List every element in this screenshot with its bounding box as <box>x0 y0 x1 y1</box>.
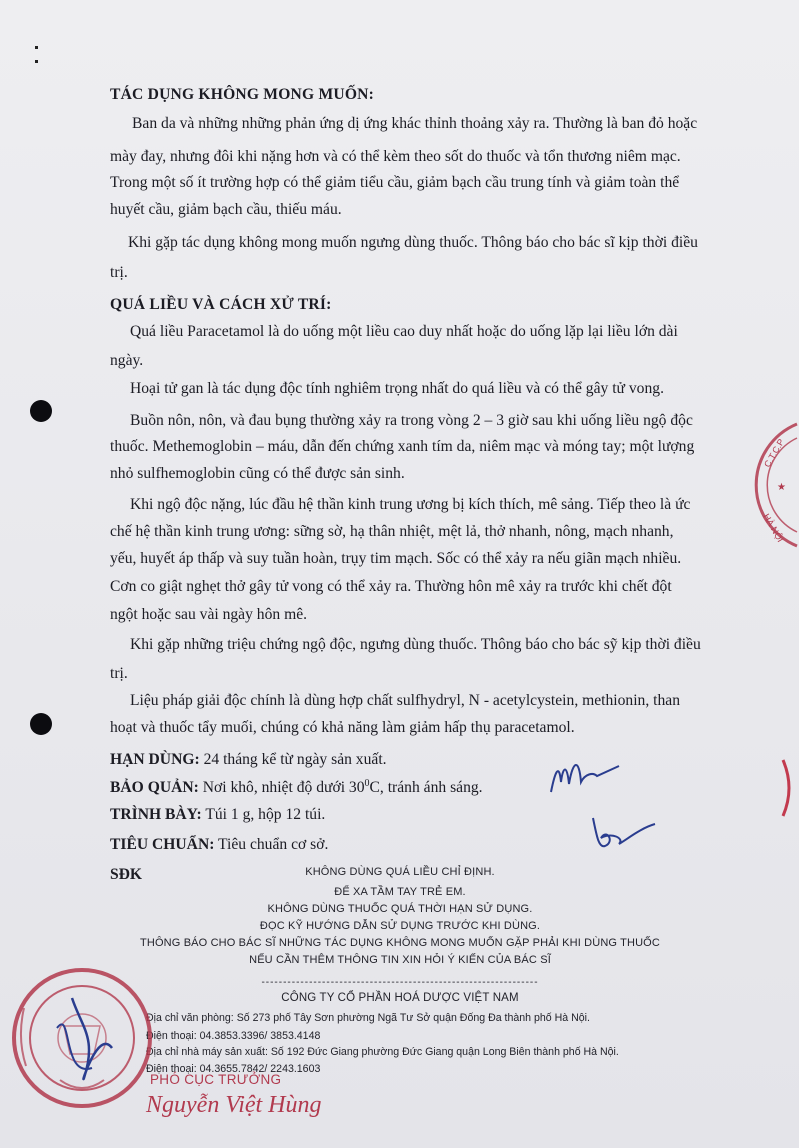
overdose-line: hoạt và thuốc tẩy muối, chúng có khả năng làm giảm hấp thụ paracetamol. <box>110 719 575 736</box>
initials-signature <box>585 808 665 858</box>
signature-name: Nguyễn Việt Hùng <box>146 1092 322 1118</box>
storage-value-text: Nơi khô, nhiệt độ dưới 30 <box>202 779 365 797</box>
warnings-block <box>120 864 680 969</box>
office-phone: Điện thoại: 04.3853.3396/ 3853.4148 <box>146 1030 321 1042</box>
shelf-life-value: 24 tháng kể từ ngày sản xuất. <box>203 751 387 768</box>
company-name: CÔNG TY CỔ PHẦN HOÁ DƯỢC VIỆT NAM <box>281 992 519 1004</box>
overdose-line: ngột hoặc sau vài ngày hôn mê. <box>110 606 308 623</box>
factory-phone: Điện thoại: 04.3655.7842/ 2243.1603 <box>146 1063 321 1075</box>
warning-line: NẾU CẦN THÊM THÔNG TIN XIN HỎI Ý KIẾN CỦA BÁC SĨ <box>249 954 551 966</box>
standard-row <box>110 836 328 854</box>
overdose-line: Cơn co giật nghẹt thở gây tử vong có thể xảy ra. Thường hôn mê xảy ra trước khi chết đột <box>110 578 672 595</box>
stamp-edge-mark <box>779 758 799 818</box>
storage-label: BẢO QUẢN: <box>110 779 199 797</box>
side-effects-heading: TÁC DỤNG KHÔNG MONG MUỐN: <box>110 86 375 103</box>
signature-role: PHÓ CỤC TRƯỞNG <box>150 1072 282 1087</box>
warning-line: KHÔNG DÙNG THUỐC QUÁ THỜI HẠN SỬ DỤNG. <box>267 903 533 915</box>
company-stamp <box>739 420 799 550</box>
warning-line: ĐỂ XA TẦM TAY TRẺ EM. <box>334 886 466 898</box>
overdose-line: Liệu pháp giải độc chính là dùng hợp chất sulfhydryl, N - acetylcystein, methionin, than <box>130 692 680 709</box>
factory-address: Địa chỉ nhà máy sản xuất: Số 192 Đức Giang phường Đức Giang quận Long Biên thành phố Hà Nội. <box>146 1046 619 1058</box>
overdose-line: trị. <box>110 665 128 682</box>
divider: ---------------------------------------------------------------- <box>261 977 539 988</box>
warning-line: ĐỌC KỸ HƯỚNG DẪN SỬ DỤNG TRƯỚC KHI DÙNG. <box>259 920 541 932</box>
side-effects-line: Ban da và những những phản ứng dị ứng khác thỉnh thoảng xảy ra. Thường là ban đỏ hoặc <box>132 115 698 132</box>
punch-hole <box>30 713 52 735</box>
margin-mark <box>35 60 38 63</box>
overdose-line: yếu, huyết áp thấp và suy tuần hoàn, trụy tim mạch. Sốc có thể xảy ra nếu giãn mạch nhiều. <box>110 550 682 567</box>
side-effects-line: Trong một số ít trường hợp có thể giảm tiểu cầu, giảm bạch cầu trung tính và giảm toàn thể <box>110 174 680 191</box>
svg-text:C.T.C.P: C.T.C.P <box>762 437 787 469</box>
overdose-line: Hoại tử gan là tác dụng độc tính nghiêm trọng nhất do quá liều và có thể gây tử vong. <box>130 380 664 397</box>
overdose-line: Khi ngộ độc nặng, lúc đầu hệ thần kinh trung ương bị kích thích, mê sảng. Tiếp theo là ức <box>130 496 691 513</box>
svg-text:HÀ NỘI: HÀ NỘI <box>761 512 786 544</box>
standard-value: Tiêu chuẩn cơ sở. <box>218 836 329 853</box>
storage-value <box>203 779 483 796</box>
shelf-life-row <box>110 751 387 769</box>
side-effects-line: Khi gặp tác dụng không mong muốn ngưng dùng thuốc. Thông báo cho bác sĩ kịp thời điều <box>128 234 698 251</box>
side-effects-line: huyết cầu, giảm bạch cầu, thiếu máu. <box>110 201 342 218</box>
storage-value-unit: C, tránh ánh sáng. <box>369 779 483 797</box>
overdose-line: ngày. <box>110 352 144 369</box>
overdose-line: Quá liều Paracetamol là do uống một liều cao duy nhất hoặc do uống lặp lại liều lớn dài <box>130 323 678 340</box>
packaging-value: Túi 1 g, hộp 12 túi. <box>205 806 326 823</box>
warning-line: KHÔNG DÙNG QUÁ LIỀU CHỈ ĐỊNH. <box>305 866 495 878</box>
side-effects-line: mày đay, nhưng đôi khi nặng hơn và có thể kèm theo sốt do thuốc và tổn thương niêm mạc. <box>110 148 681 165</box>
side-effects-line: trị. <box>110 264 128 281</box>
overdose-line: Khi gặp những triệu chứng ngộ độc, ngưng dùng thuốc. Thông báo cho bác sỹ kịp thời điều <box>130 636 701 653</box>
margin-mark <box>35 46 38 49</box>
overdose-line: thuốc. Methemoglobin – máu, dẫn đến chứng xanh tím da, niêm mạc và móng tay; một lượng <box>110 438 695 455</box>
storage-value-sup: 0 <box>364 778 370 789</box>
storage-row <box>110 778 483 797</box>
initials-signature <box>545 752 625 802</box>
svg-text:★: ★ <box>777 482 786 493</box>
overdose-line: Buồn nôn, nôn, và đau bụng thường xảy ra trong vòng 2 – 3 giờ sau khi uống liều ngộ độc <box>130 412 693 429</box>
overdose-heading: QUÁ LIỀU VÀ CÁCH XỬ TRÍ: <box>110 296 332 313</box>
packaging-label: TRÌNH BÀY: <box>110 806 202 823</box>
overdose-line: nhỏ sulfhemoglobin cũng có thể được sản sinh. <box>110 465 405 482</box>
overdose-line: chế hệ thần kinh trung ương: sững sờ, hạ thân nhiệt, mệt lả, thở nhanh, nông, mạch nhanh, <box>110 523 674 540</box>
warning-line: THÔNG BÁO CHO BÁC SĨ NHỮNG TÁC DỤNG KHÔNG MONG MUỐN GẶP PHẢI KHI DÙNG THUỐC <box>140 937 660 949</box>
standard-label: TIÊU CHUẨN: <box>110 836 215 853</box>
official-seal-stamp <box>2 968 172 1118</box>
office-address: Địa chỉ văn phòng: Số 273 phố Tây Sơn phường Ngã Tư Sở quận Đống Đa thành phố Hà Nội. <box>146 1012 590 1024</box>
shelf-life-label: HẠN DÙNG: <box>110 751 200 768</box>
packaging-row <box>110 806 325 824</box>
sdk-label: SĐK <box>110 866 143 883</box>
punch-hole <box>30 400 52 422</box>
